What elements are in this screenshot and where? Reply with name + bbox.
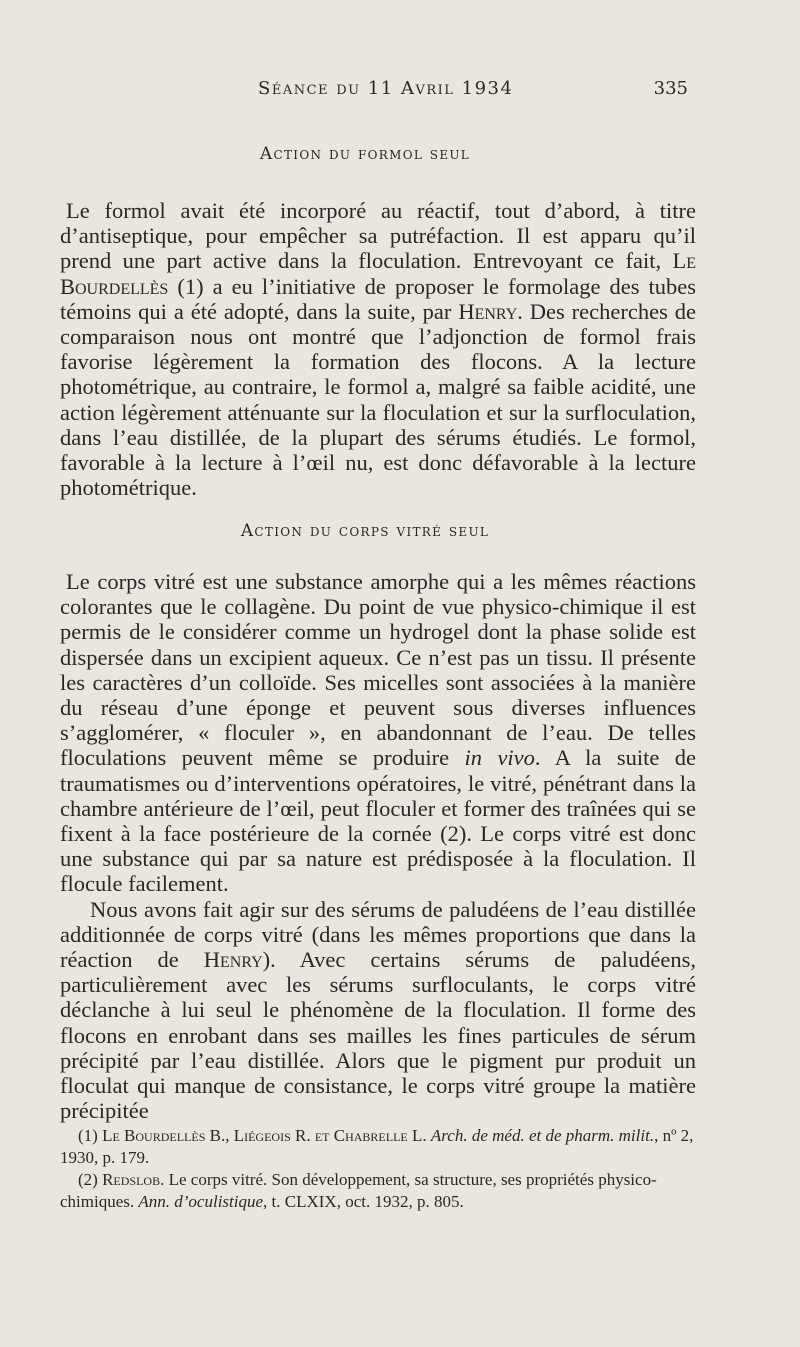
text-run: Le formol avait été incorporé au réactif, tout d’abord, à titre d’antiseptique, pour empêcher sa putréfaction. Il est apparu qu’il prend une part active dans la floculation. Entrevoyant ce fait,: [60, 198, 696, 274]
section-heading-formol: Action du formol seul: [259, 144, 471, 164]
text-run: Nous avons fait agir sur des sérums de paludéens de l’eau distillée additionnée de corps vitré (dans les mêmes proportions que dans la réaction de: [60, 896, 696, 973]
footnote-authors: Redslob.: [102, 1170, 165, 1189]
text-run: . Des recherches de comparaison nous ont montré que l’adjonction de formol frais favorise légèrement la formation des flocons. A la lecture photométrique, au contraire, le formol a, malgré sa faible acidité, une action légèrement atténuante sur la floculation et sur la surfloculation, dans l’eau distillée, de la plupart des sérums étudiés. Le formol, favorable à la lecture à l’œil nu, est donc défavorable à la lecture photométrique.: [60, 298, 697, 501]
section-heading-corps-vitre: Action du corps vitré seul: [240, 521, 490, 541]
footnote-1: [60, 1125, 708, 1169]
paragraph: [60, 897, 696, 1124]
footnote-journal: Ann. d’oculistique: [138, 1192, 264, 1211]
footnote-2: [60, 1169, 708, 1213]
running-head: [0, 78, 800, 108]
section-body-corps-vitre: [60, 569, 696, 1123]
footnote-reference: , t. CLXIX, oct. 1932, p. 805.: [263, 1192, 464, 1211]
author-name: Le Bourdellès: [60, 248, 696, 299]
running-title: Séance du 11 Avril 1934: [258, 78, 514, 99]
text-run: (1) a eu l’initiative de proposer le formolage des tubes témoins qui a été adopté, dans la suite, par: [60, 273, 696, 324]
footnote-reference: , nº 2, 1930, p. 179.: [60, 1126, 694, 1167]
italic-term: in vivo: [464, 745, 535, 771]
page-number: 335: [653, 78, 688, 99]
text-run: Le corps vitré est une substance amorphe qui a les mêmes réactions colorantes que le collagène. Du point de vue physico-chimique il est permis de le considérer comme un hydrogel dont la phase solide est dispersée dans un excipient aqueux. Ce n’est pas un tissu. Il présente les caractères d’un colloïde. Ses micelles sont associées à la manière du réseau d’une éponge et peuvent sous diverses influences s’agglomérer, « floculer », en abandonnant de l’eau. De telles floculations peuvent même se produire: [60, 569, 696, 771]
author-name: Henry: [458, 298, 518, 324]
footnote-number: (1): [78, 1126, 98, 1145]
footnote-journal: Arch. de méd. et de pharm. milit.: [430, 1126, 655, 1145]
author-name: Henry: [203, 947, 263, 973]
footnote-number: (2): [78, 1170, 98, 1189]
footnotes: [60, 1125, 708, 1213]
paragraph: [60, 198, 696, 500]
footnote-text: Le corps vitré. Son développement, sa structure, ses propriétés physico-chimiques.: [60, 1170, 657, 1211]
paragraph: [60, 569, 696, 897]
section-body-formol: [60, 198, 696, 500]
footnote-authors: Le Bourdellès B., Liégeois R. et Chabrelle L.: [102, 1126, 427, 1145]
text-run: . A la suite de traumatismes ou d’interventions opératoires, le vitré, pénétrant dans la chambre antérieure de l’œil, peut floculer et former des traînées qui se fixent à la face postérieure de la cornée (2). Le corps vitré est donc une substance qui par sa nature est prédisposée à la floculation. Il flocule facilement.: [60, 745, 696, 897]
text-run: ). Avec certains sérums de paludéens, particulièrement avec les sérums surfloculants, le corps vitré déclanche à lui seul le phénomène de la floculation. Il forme des flocons en enrobant dans ses mailles les fines particules de sérum précipité par l’eau distillée. Alors que le pigment pur produit un floculat qui manque de consistance, le corps vitré groupe la matière précipitée: [60, 947, 696, 1124]
